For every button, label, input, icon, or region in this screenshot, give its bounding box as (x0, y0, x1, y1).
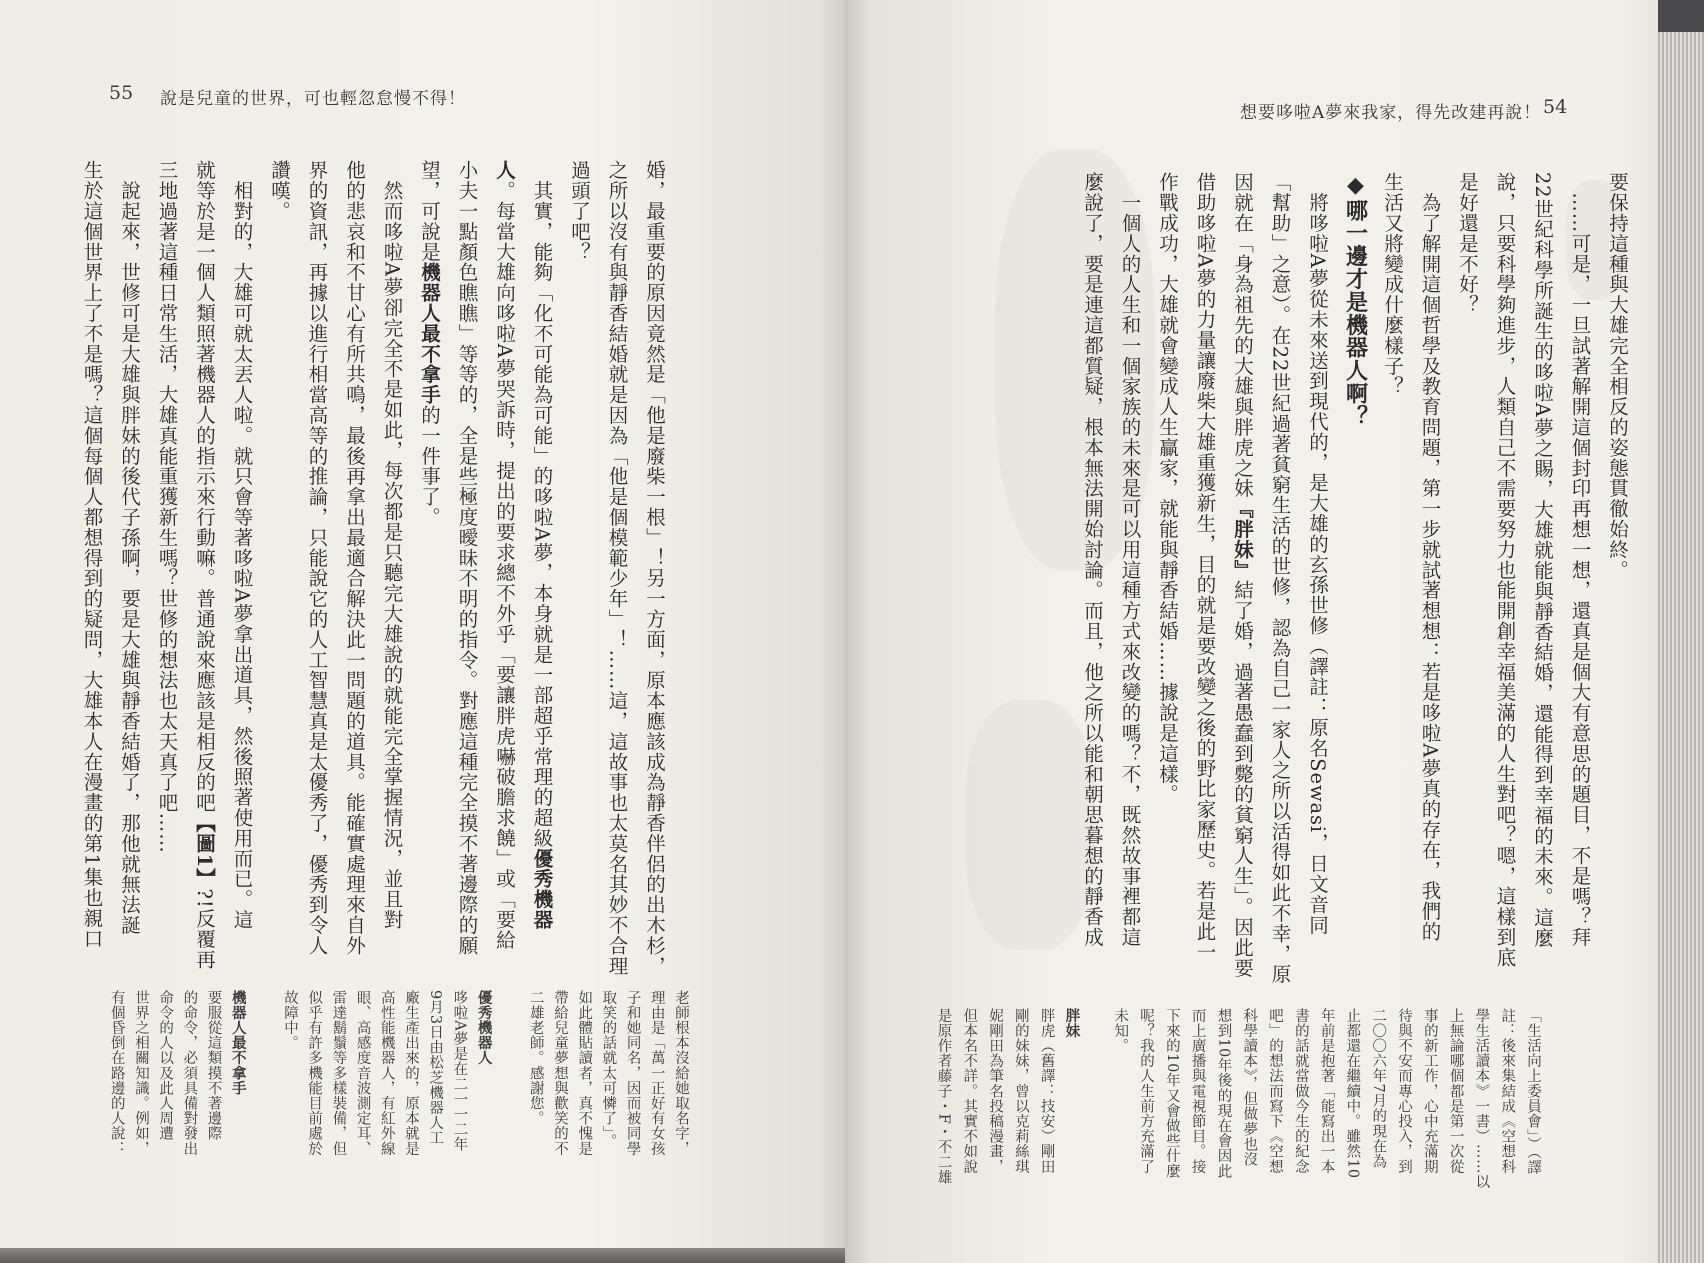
text-run: 作戰成功，大雄就會變成人生贏家，就能與靜香結婚……據說是這樣。 (1156, 172, 1179, 805)
text-column (111, 160, 149, 936)
footnote-line: 故障中。 (281, 990, 298, 1051)
bold-term: 優秀機器 (530, 848, 554, 930)
text-run: 結了婚，過著愚蠢到斃的貧窮人生」。因此要 (1231, 580, 1254, 979)
footnote-line: 未知。 (1112, 1008, 1129, 1054)
footnote-line: 二〇〇六年7月的現在為 (1370, 1008, 1387, 1169)
footnote-line: 但本名不詳。其實不如說 (961, 1008, 978, 1175)
section-heading: ◆哪一邊才是機器人啊？ (1342, 172, 1369, 428)
footnote-line: 高性能機器人，有紅外線 (378, 990, 395, 1157)
footnote-line: 如此體貼讀者，真不愧是 (576, 990, 593, 1157)
text-column (298, 160, 336, 956)
running-head: 說是兒童的世界，可也輕忽怠慢不得！ (160, 89, 466, 109)
footnote-title: 機器人最不拿手 (229, 990, 247, 1096)
text-column (336, 160, 374, 956)
text-run: 麼說了，要是連這都質疑，根本無法開始討論。而且，他之所以能和朝思暮想的靜香成 (1081, 172, 1104, 948)
bold-term: 人 (493, 160, 516, 181)
footnote-line: 廠生產出來的，原本就是 (402, 990, 419, 1157)
text-run: 22世紀科學所誕生的哆啦A夢之賜，大雄就能與靜香結婚，還能得到幸福的未來。這麼 (1531, 172, 1554, 948)
scan-shadow (0, 1248, 845, 1263)
footnote-line: 帶給兒童夢想與歡笑的不 (551, 990, 568, 1157)
text-column (1599, 172, 1637, 942)
text-column (1111, 172, 1149, 948)
text-run: 一個人的人生和一個家族的未來是可以用這種方式來改變的嗎？不，既然故事裡都這 (1118, 172, 1142, 948)
main-text (73, 160, 673, 976)
running-head: 想要哆啦A夢來我家，得先改建再說！ (1240, 103, 1542, 123)
left-page (0, 0, 845, 1263)
text-column (448, 160, 486, 956)
footnote-line: 下來的10年又會做些什麼 (1163, 1008, 1180, 1179)
text-column (561, 160, 599, 930)
footnote-line: 老師根本沒給她取名字， (673, 990, 689, 1157)
footnote-line: 是原作者藤子・F・不二雄 (935, 1008, 952, 1185)
footnote-line: 的命令，必須具備對發出 (181, 990, 198, 1157)
text-run: 生活又將變成什麼樣子？ (1381, 172, 1404, 397)
text-column (73, 160, 111, 949)
text-run: 之所以沒有與靜香結婚就是因為「他是個模範少年」！……這，這故事也太莫名其妙不合理 (605, 160, 629, 976)
bold-term: 【圖1】 (193, 812, 216, 889)
bold-term: 『胖妹』 (1231, 498, 1254, 581)
footnote (105, 990, 250, 1210)
text-run: 其實，能夠「化不可能為可能」的哆啦A夢，本身就是一部超乎常理的超級 (530, 160, 554, 849)
text-column (1561, 172, 1599, 948)
text-column (1486, 172, 1524, 968)
text-run: 為了解開這個哲學及教育問題，第一步就試著想想：若是哆啦A夢真的存在，我們的 (1418, 172, 1442, 942)
footnote-line: 事的新工作，心中充滿期 (1421, 1008, 1438, 1175)
footnote-line: 呢？我的人生前方充滿了 (1138, 1008, 1155, 1175)
footnote-line: 止都還在繼續中。雖然10 (1344, 1008, 1361, 1179)
text-column (411, 160, 449, 930)
text-run: 望，可說是 (418, 160, 441, 262)
footnote-line: 而上廣播與電視節目。接 (1189, 1008, 1206, 1175)
text-run: 婚，最重要的原因竟然是「他是廢柴一根」！另一方面，原本應該成為靜香伴侶的出木杉， (643, 160, 666, 976)
bold-term: 機器人最不拿手 (418, 262, 441, 405)
footnote-line: 似乎有許多機能目前處於 (306, 990, 323, 1157)
footnotes (930, 1008, 1545, 1228)
footnote-line: 待與不安而專心投入，到 (1396, 1008, 1413, 1175)
footnote-line: 9月3日由松芝機器人工 (427, 990, 444, 1146)
text-run: 然而哆啦A夢卻完全不是如此，每次都是只聽完大雄說的就能完全掌握情況，並且對 (380, 160, 404, 930)
footnote (1106, 1008, 1545, 1228)
main-text (1074, 172, 1637, 985)
footnote-line: 「生活向上委員會」）（譯 (1525, 1008, 1541, 1175)
text-run: 三地過著這種日常生活，大雄真能重獲新生嗎？世修的想法也太天真了吧…… (155, 160, 179, 854)
footnote-line: 要服從這類摸不著邊際 (205, 990, 222, 1141)
footnote-line: 哆啦A夢是在二一一二年 (451, 990, 468, 1153)
footnote-line: 眼、高感度音波測定耳、 (354, 990, 371, 1157)
page-number: 55 (109, 82, 134, 104)
text-run: 。每當大雄向哆啦A夢哭訴時，提出的要求總不外乎「要讓胖虎嚇破膽求饒」或「要給 (493, 180, 516, 951)
text-column (373, 160, 411, 930)
text-column (1299, 172, 1337, 942)
footnote-line: 剛的妹妹，曾以克莉絲琪 (1012, 1008, 1029, 1175)
text-column (523, 160, 561, 930)
text-run: 要保持這種與大雄完全相反的姿態貫徹始終。 (1606, 172, 1629, 580)
text-column (186, 160, 224, 970)
text-run: 因就在「身為祖先的大雄與胖虎之妹 (1231, 172, 1254, 499)
footnote-title: 優秀機器人 (475, 990, 493, 1066)
text-column (223, 160, 261, 930)
footnote-line: 吧」的想法而寫下《空想 (1267, 1008, 1284, 1175)
text-column (486, 160, 524, 951)
text-run: 就等於是一個人類照著機器人的指示來行動嘛。普通說來應該是相反的吧 (193, 160, 216, 813)
footnote-line: 有個昏倒在路邊的人說： (108, 990, 125, 1157)
text-run: 說起來，世修可是大雄與胖妹的後代子孫啊，要是大雄與靜香結婚了，那他就無法誕 (118, 160, 141, 936)
text-column (1186, 172, 1224, 963)
footnote-title: 胖妹 (1063, 1008, 1081, 1039)
text-run: 生於這個世界上了不是嗎？這個每個人都想得到的疑問，大雄本人在漫畫的第1集也親口 (80, 160, 104, 949)
footnote-line: 科學讀本》，但做夢也沒 (1241, 1008, 1258, 1167)
book-page-edges (1658, 0, 1704, 1263)
text-run: 小夫一點顏色瞧瞧」等等的，全是些極度曖昧不明的指令。對應這種完全摸不著邊際的願 (455, 160, 479, 956)
footnote-line: 子和她同名，因而被同學 (624, 990, 641, 1157)
text-run: ……可是，一旦試著解開這個封印再想一想，還真是個大有意思的題目，不是嗎？拜 (1568, 172, 1592, 948)
text-column (1524, 172, 1562, 948)
footnote-line: 理由是「萬一正好有女孩 (648, 990, 665, 1157)
footnote-line: 命令的人以及此人周遭 (157, 990, 174, 1141)
footnote-line: 妮剛田為筆名投稿漫畫， (987, 1008, 1004, 1175)
text-column (1149, 172, 1187, 942)
text-column (1224, 172, 1262, 979)
text-run: 他的悲哀和不甘心有所共鳴，最後再拿出最適合解決此一問題的道具。能確實處理來自外 (343, 160, 366, 956)
text-run: 說，只要科學夠進步，人類自己不需要努力也能開創幸福美滿的人生對吧？嗯，這樣到底 (1493, 172, 1517, 968)
footnote (930, 1008, 1085, 1228)
footnote-line: 雷達鬍鬚等多樣裝備，但 (330, 990, 347, 1157)
text-run: 借助哆啦A夢的力量讓廢柴大雄重獲新生，目的就是要改變之後的野比家歷史。若是此一 (1193, 172, 1217, 963)
text-column (1449, 172, 1487, 942)
text-run: 過頭了吧？ (568, 160, 591, 262)
text-run: 讚嘆。 (268, 160, 291, 222)
footnote (524, 990, 693, 1210)
footnote-line: 世界之相關知識。例如， (132, 990, 149, 1157)
footnote-line: 取笑的話就太可憐了」。 (600, 990, 617, 1149)
text-run: 的一件事了。 (418, 404, 441, 528)
footnote-line: 胖虎（舊譯：技安）剛田 (1038, 1008, 1055, 1175)
right-page (845, 0, 1704, 1263)
footnote (278, 990, 496, 1210)
footnote-line: 上無論哪個都是第一次從 (1447, 1008, 1464, 1175)
text-run: 界的資訊，再據以進行相當高等的推論，只能說它的人工智慧真是太優秀了，優秀到令人 (305, 160, 329, 956)
footnote-line: 想到10年後的現在會因此 (1215, 1008, 1232, 1179)
footnote-line: 二雄老師。感謝您。 (527, 990, 544, 1126)
text-column (1411, 172, 1449, 942)
footnotes (105, 990, 693, 1210)
text-run: ?!反覆再 (193, 888, 216, 970)
footnote-line: 學生活讀本》一書）……以 (1473, 1008, 1490, 1190)
footnote-line: 年前是抱著「能寫出一本 (1318, 1008, 1335, 1175)
text-run: 是好還是不好？ (1456, 172, 1479, 315)
text-run: 「幫助」之意）。在22世紀過著貧窮生活的世修，認為自己一家人之所以活得如此不幸，原 (1268, 172, 1292, 985)
text-column (1074, 172, 1112, 948)
text-column (261, 160, 299, 930)
text-column (148, 160, 186, 930)
text-column (598, 160, 636, 976)
text-run: 相對的，大雄可就太丟人啦。就只會等著哆啦A夢拿出道具，然後照著使用而已。這 (230, 160, 254, 930)
page-number: 54 (1543, 96, 1568, 118)
footnote-line: 註：後來集結成《空想科 (1499, 1008, 1516, 1175)
text-column (1374, 172, 1412, 942)
text-column (1261, 172, 1299, 985)
text-run: 將哆啦A夢從未來送到現代的，是大雄的玄孫世修（譯註：原名Sewasi，日文音同 (1306, 172, 1329, 936)
footnote-line: 書的話就當做今生的紀念 (1292, 1008, 1309, 1175)
text-column (636, 160, 674, 976)
